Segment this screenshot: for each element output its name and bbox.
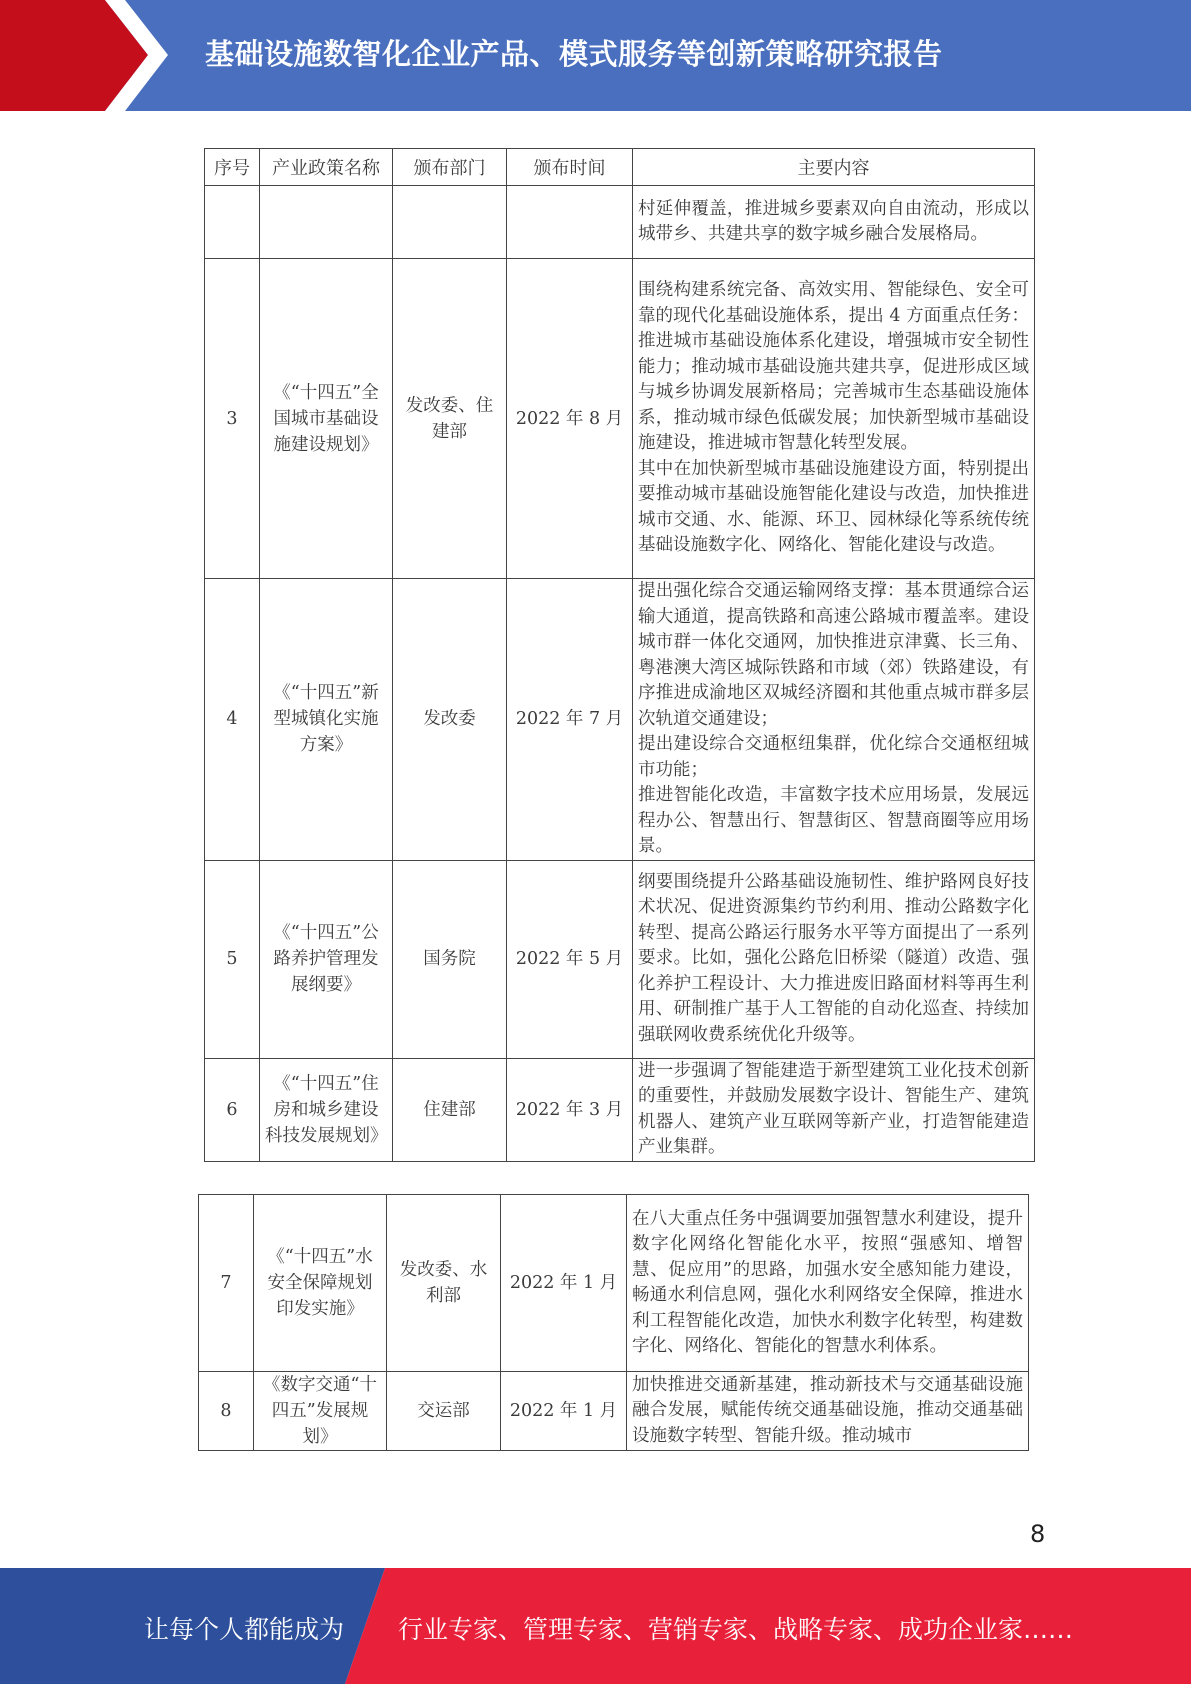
document-title: 基础设施数智化企业产品、模式服务等创新策略研究报告 bbox=[205, 37, 943, 71]
header-content: 主要内容 bbox=[633, 149, 1035, 186]
page-footer bbox=[0, 1568, 1191, 1684]
cell-date bbox=[507, 186, 633, 259]
footer-slogan-left: 让每个人都能成为 bbox=[144, 1615, 345, 1644]
content-paragraph: 加快推进交通新基建，推动新技术与交通基础设施融合发展，赋能传统交通基础设施，推动交通基础设施数字转型、智能升级。推动城市 bbox=[632, 1374, 1023, 1446]
cell-department bbox=[393, 186, 507, 259]
cell-no: 7 bbox=[199, 1195, 254, 1372]
cell-policy-name: 《数字交通“十四五”发展规划》 bbox=[254, 1372, 387, 1451]
table-row bbox=[205, 1058, 1035, 1161]
cell-no: 6 bbox=[205, 1058, 260, 1161]
cell-department: 发改委 bbox=[393, 579, 507, 861]
cell-policy-name: 《“十四五”全国城市基础设施建设规划》 bbox=[260, 259, 393, 579]
cell-content bbox=[633, 1058, 1035, 1161]
content-paragraph: 提出建设综合交通枢纽集群，优化综合交通枢纽城市功能； bbox=[638, 734, 1029, 780]
content-paragraph: 提出强化综合交通运输网络支撑：基本贯通综合运输大通道，提高铁路和高速公路城市覆盖率。建设城市群一体化交通网，加快推进京津冀、长三角、粤港澳大湾区城际铁路和市域（郊）铁路建设，有序推进成渝地区双城经济圈和其他重点城市群多层次轨道交通建设； bbox=[638, 581, 1029, 729]
cell-department: 交运部 bbox=[387, 1372, 501, 1451]
content-paragraph: 围绕构建系统完备、高效实用、智能绿色、安全可靠的现代化基础设施体系，提出 4 方面重点任务：推进城市基础设施体系化建设，增强城市安全韧性能力；推动城市基础设施共建共享，促进形成区域与城乡协调发展新格局；完善城市生态基础设施体系，推动城市绿色低碳发展；加快新型城市基础设施建设，推进城市智慧化转型发展。 bbox=[638, 280, 1029, 454]
content-paragraph: 推进智能化改造，丰富数字技术应用场景，发展远程办公、智慧出行、智慧街区、智慧商圈等应用场景。 bbox=[638, 785, 1029, 856]
cell-department: 国务院 bbox=[393, 860, 507, 1058]
cell-content bbox=[633, 579, 1035, 861]
cell-no bbox=[205, 186, 260, 259]
table-header-row bbox=[205, 149, 1035, 186]
table-row bbox=[205, 860, 1035, 1058]
content-paragraph: 其中在加快新型城市基础设施建设方面，特别提出要推动城市基础设施智能化建设与改造，加快推进城市交通、水、能源、环卫、园林绿化等系统传统基础设施数字化、网络化、智能化建设与改造。 bbox=[638, 458, 1029, 556]
table-row bbox=[199, 1372, 1029, 1451]
content-paragraph: 进一步强调了智能建造于新型建筑工业化技术创新的重要性，并鼓励发展数字设计、智能生产、建筑机器人、建筑产业互联网等新产业，打造智能建造产业集群。 bbox=[638, 1060, 1029, 1157]
cell-no: 4 bbox=[205, 579, 260, 861]
cell-date: 2022 年 3 月 bbox=[507, 1058, 633, 1161]
content-paragraph: 纲要围绕提升公路基础设施韧性、维护路网良好技术状况、促进资源集约节约利用、推动公路数字化转型、提高公路运行服务水平等方面提出了一系列要求。比如，强化公路危旧桥梁（隧道）改造、强化养护工程设计、大力推进废旧路面材料等再生利用、研制推广基于人工智能的自动化巡查、持续加强联网收费系统优化升级等。 bbox=[638, 871, 1029, 1045]
table-row bbox=[205, 259, 1035, 579]
cell-date: 2022 年 1 月 bbox=[501, 1372, 627, 1451]
cell-date: 2022 年 8 月 bbox=[507, 259, 633, 579]
policy-table-continued bbox=[198, 1194, 1029, 1451]
header-policy-name: 产业政策名称 bbox=[260, 149, 393, 186]
content-paragraph: 在八大重点任务中强调要加强智慧水利建设，提升数字化网络化智能化水平，按照“强感知、增智慧、促应用”的思路，加强水安全感知能力建设，畅通水利信息网，强化水利网络安全保障，推进水利工程智能化改造，加快水利数字化转型，构建数字化、网络化、智能化的智慧水利体系。 bbox=[632, 1208, 1023, 1356]
cell-date: 2022 年 5 月 bbox=[507, 860, 633, 1058]
cell-department: 发改委、水利部 bbox=[387, 1195, 501, 1372]
table-row bbox=[205, 579, 1035, 861]
cell-policy-name: 《“十四五”住房和城乡建设科技发展规划》 bbox=[260, 1058, 393, 1161]
cell-date: 2022 年 7 月 bbox=[507, 579, 633, 861]
cell-content bbox=[627, 1372, 1029, 1451]
cell-content bbox=[627, 1195, 1029, 1372]
policy-table-main bbox=[204, 148, 1035, 1162]
cell-policy-name bbox=[260, 186, 393, 259]
cell-date: 2022 年 1 月 bbox=[501, 1195, 627, 1372]
cell-policy-name: 《“十四五”公路养护管理发展纲要》 bbox=[260, 860, 393, 1058]
cell-policy-name: 《“十四五”水安全保障规划印发实施》 bbox=[254, 1195, 387, 1372]
header-no: 序号 bbox=[205, 149, 260, 186]
cell-no: 8 bbox=[199, 1372, 254, 1451]
cell-content bbox=[633, 186, 1035, 259]
footer-slogan-right: 行业专家、管理专家、营销专家、战略专家、成功企业家…… bbox=[398, 1615, 1074, 1644]
header-department: 颁布部门 bbox=[393, 149, 507, 186]
table-row bbox=[199, 1195, 1029, 1372]
cell-department: 住建部 bbox=[393, 1058, 507, 1161]
page-header bbox=[0, 0, 1191, 111]
cell-content bbox=[633, 259, 1035, 579]
cell-department: 发改委、住建部 bbox=[393, 259, 507, 579]
header-date: 颁布时间 bbox=[507, 149, 633, 186]
cell-no: 5 bbox=[205, 860, 260, 1058]
cell-content bbox=[633, 860, 1035, 1058]
cell-no: 3 bbox=[205, 259, 260, 579]
table-row bbox=[205, 186, 1035, 259]
content-paragraph: 村延伸覆盖，推进城乡要素双向自由流动，形成以城带乡、共建共享的数字城乡融合发展格局。 bbox=[638, 198, 1029, 244]
cell-policy-name: 《“十四五”新型城镇化实施方案》 bbox=[260, 579, 393, 861]
page-number: 8 bbox=[1030, 1520, 1046, 1548]
